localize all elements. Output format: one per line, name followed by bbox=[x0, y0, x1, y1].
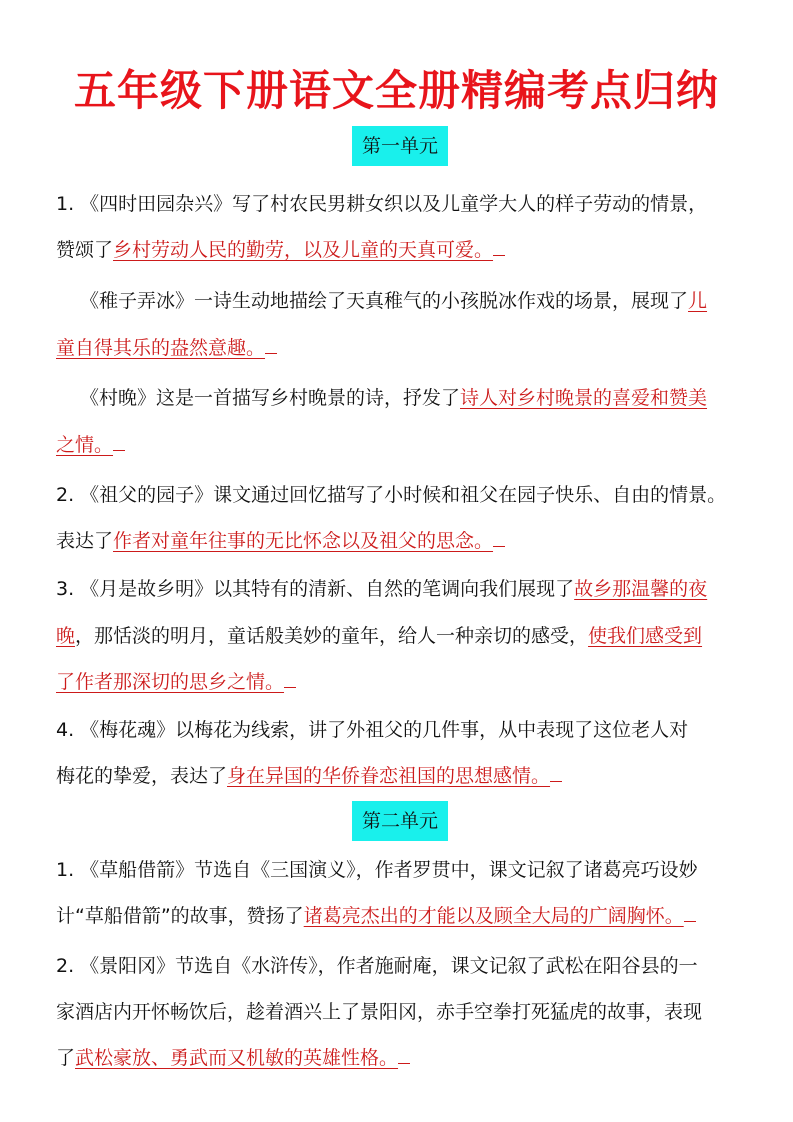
plain-text: 表达了 bbox=[56, 530, 114, 552]
plain-text: 《村晚》这是一首描写乡村晚景的诗，抒发了 bbox=[80, 387, 461, 409]
text-line bbox=[80, 288, 707, 314]
underline-blank bbox=[398, 1045, 410, 1064]
text-line bbox=[56, 763, 562, 789]
page-title: 五年级下册语文全册精编考点归纳 bbox=[73, 66, 719, 115]
underline-blank bbox=[493, 528, 505, 547]
key-point: 故乡那温馨的夜 bbox=[574, 578, 708, 600]
underline-blank bbox=[684, 903, 696, 922]
key-point: 之情。 bbox=[56, 434, 114, 456]
text-line bbox=[56, 623, 702, 649]
text-line bbox=[56, 576, 707, 602]
underline-blank bbox=[550, 763, 562, 782]
text-line bbox=[56, 237, 505, 263]
text-line bbox=[56, 669, 296, 695]
key-point: 身在异国的华侨眷恋祖国的思想感情。 bbox=[227, 765, 551, 787]
key-point: 诗人对乡村晚景的喜爱和赞美 bbox=[460, 387, 708, 409]
plain-text: ，那恬淡的明月，童话般美妙的童年，给人一种亲切的感受， bbox=[75, 625, 589, 647]
unit-heading-2: 第二单元 bbox=[352, 801, 448, 841]
text-line bbox=[56, 528, 505, 554]
key-point: 使我们感受到 bbox=[588, 625, 703, 647]
plain-text: 《稚子弄冰》一诗生动地描绘了天真稚气的小孩脱冰作戏的场景，展现了 bbox=[80, 290, 689, 312]
underline-blank bbox=[493, 237, 505, 256]
text-line bbox=[56, 903, 696, 929]
text-line: 4. 《梅花魂》以梅花为线索，讲了外祖父的几件事，从中表现了这位老人对 bbox=[56, 719, 689, 741]
underline-blank bbox=[284, 669, 296, 688]
key-point: 晚 bbox=[56, 625, 76, 647]
text-line bbox=[56, 335, 277, 361]
plain-text: 3. 《月是故乡明》以其特有的清新、自然的笔调向我们展现了 bbox=[56, 578, 575, 600]
key-point: 了作者那深切的思乡之情。 bbox=[56, 671, 285, 693]
key-point: 儿 bbox=[688, 290, 708, 312]
key-point: 武松豪放、勇武而又机敏的英雄性格。 bbox=[75, 1047, 399, 1069]
plain-text: 计“草船借箭”的故事，赞扬了 bbox=[56, 905, 304, 927]
plain-text: 了 bbox=[56, 1047, 76, 1069]
text-line: 1. 《四时田园杂兴》写了村农民男耕女织以及儿童学大人的样子劳动的情景， bbox=[56, 193, 708, 215]
unit-heading-1: 第一单元 bbox=[352, 126, 448, 166]
text-line: 1. 《草船借箭》节选自《三国演义》，作者罗贯中，课文记叙了诸葛亮巧设妙 bbox=[56, 859, 698, 881]
underline-blank bbox=[113, 432, 125, 451]
underline-blank bbox=[265, 335, 277, 354]
key-point: 作者对童年往事的无比怀念以及祖父的思念。 bbox=[113, 530, 494, 552]
key-point: 童自得其乐的盎然意趣。 bbox=[56, 337, 266, 359]
plain-text: 赞颂了 bbox=[56, 239, 114, 261]
text-line: 2. 《景阳冈》节选自《水浒传》，作者施耐庵，课文记叙了武松在阳谷县的一 bbox=[56, 955, 698, 977]
plain-text: 梅花的挚爱，表达了 bbox=[56, 765, 228, 787]
key-point: 诸葛亮杰出的才能以及顾全大局的广阔胸怀。 bbox=[303, 905, 684, 927]
text-line: 2. 《祖父的园子》课文通过回忆描写了小时候和祖父在园子快乐、自由的情景。 bbox=[56, 484, 727, 506]
text-line: 家酒店内开怀畅饮后，趁着酒兴上了景阳冈，赤手空拳打死猛虎的故事，表现 bbox=[56, 1001, 703, 1023]
text-line bbox=[80, 385, 707, 411]
text-line bbox=[56, 432, 125, 458]
text-line bbox=[56, 1045, 410, 1071]
key-point: 乡村劳动人民的勤劳，以及儿童的天真可爱。 bbox=[113, 239, 494, 261]
